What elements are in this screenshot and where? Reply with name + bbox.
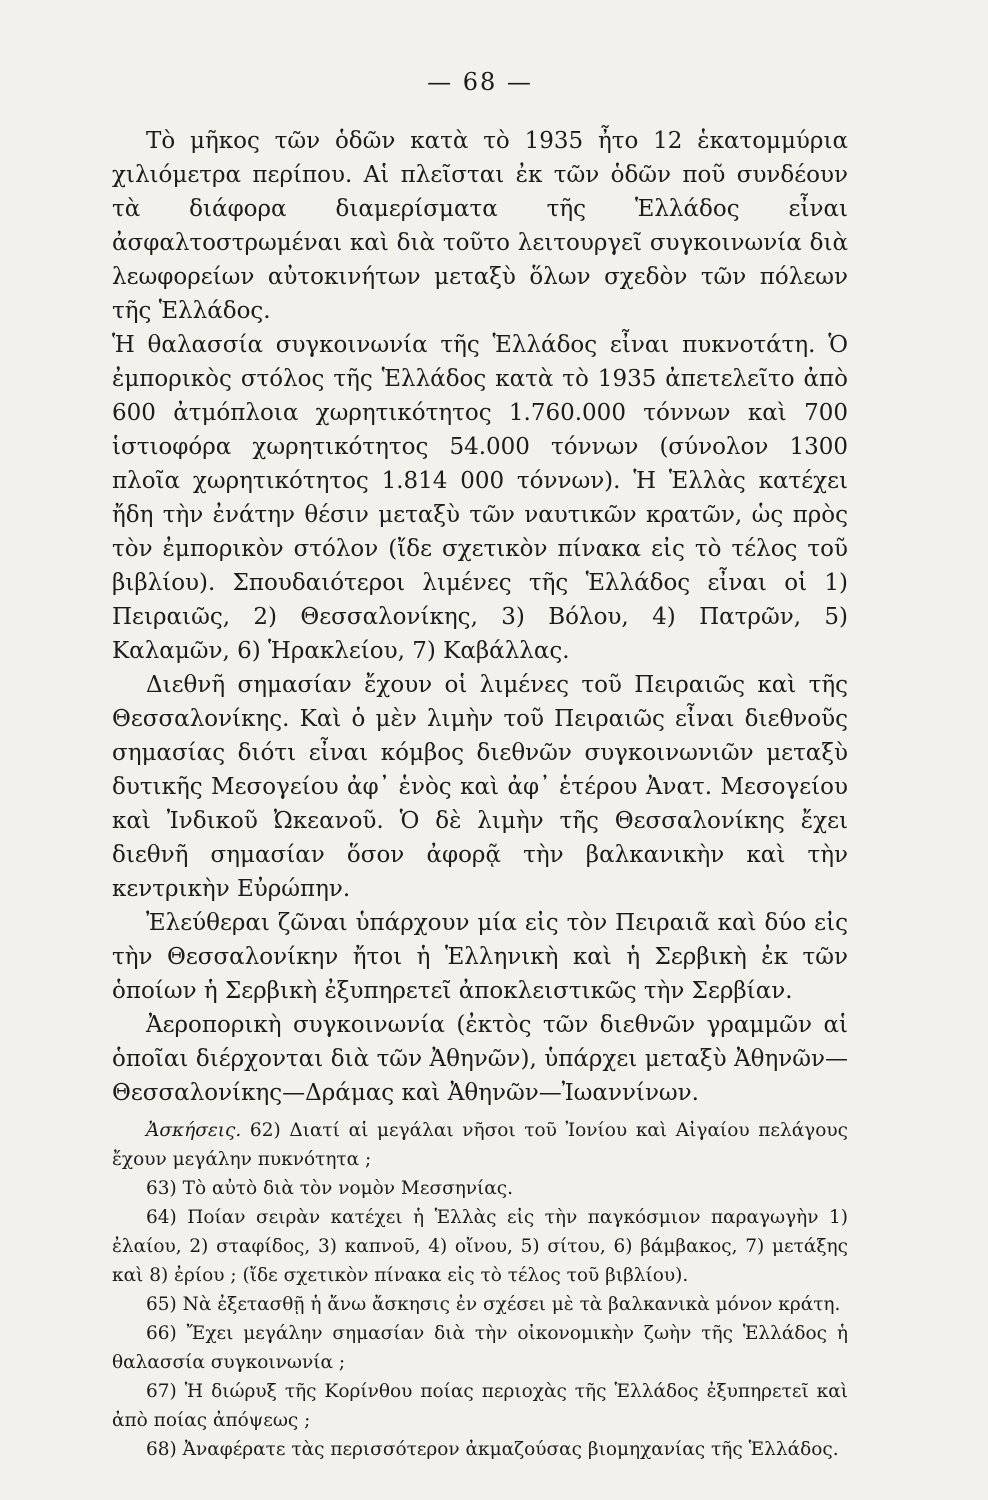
paragraph-international-ports: Διεθνῆ σημασίαν ἔχουν οἱ λιμένες τοῦ Πειραιῶς καὶ τῆς Θεσσαλονίκης. Καὶ ὁ μὲν λιμὴν τοῦ Πειραιῶς εἶναι διεθνοῦς σημασίας διότι εἶναι κόμβος διεθνῶν συγκοινωνιῶν μεταξὺ δυτικῆς Μεσογείου ἀφ᾿ ἑνὸς καὶ ἀφ᾿ ἑτέρου Ἀνατ. Μεσογείου καὶ Ἰνδικοῦ Ὠκεανοῦ. Ὁ δὲ λιμὴν τῆς Θεσσαλονίκης ἔχει διεθνῆ σημασίαν ὅσον ἀφορᾷ τὴν βαλκανικὴν καὶ τὴν κεντρικὴν Εὐρώπην. [112,672,848,902]
exercise-text: 62) Διατί αἱ μεγάλαι νῆσοι τοῦ Ἰονίου καὶ Αἰγαίου πελάγους ἔχουν μεγάλην πυκνότητα ; [112,1120,848,1170]
paragraph-air-transport: Ἀεροπορικὴ συγκοινωνία (ἐκτὸς τῶν διεθνῶν γραμμῶν αἱ ὁποῖαι διέρχονται διὰ τῶν Ἀθηνῶν), ὑπάρχει μεταξὺ Ἀθηνῶν—Θεσσαλονίκης—Δράμας καὶ Ἀθηνῶν—Ἰωαννίνων. [112,1012,848,1106]
exercises-label: Ἀσκήσεις. [146,1120,242,1141]
exercise-item: 67) Ἡ διώρυξ τῆς Κορίνθου ποίας περιοχὰς τῆς Ἑλλάδος ἐξυπηρετεῖ καὶ ἀπὸ ποίας ἀπόψεως ; [112,1381,848,1431]
paragraph-free-zones: Ἐλεύθεραι ζῶναι ὑπάρχουν μία εἰς τὸν Πειραιᾶ καὶ δύο εἰς τὴν Θεσσαλονίκην ἤτοι ἡ Ἑλληνικὴ καὶ ἡ Σερβικὴ ἐκ τῶν ὁποίων ἡ Σερβικὴ ἐξυπηρετεῖ ἀποκλειστικῶς τὴν Σερβίαν. [112,910,848,1004]
paragraph-road-length: Τὸ μῆκος τῶν ὁδῶν κατὰ τὸ 1935 ἦτο 12 ἑκατομμύρια χιλιόμετρα περίπου. Αἱ πλεῖσται ἐκ τῶν ὁδῶν ποῦ συνδέουν τὰ διάφορα διαμερίσματα τῆς Ἑλλάδος εἶναι ἀσφαλτοστρωμέναι καὶ διὰ τοῦτο λειτουργεῖ συγκοινωνία διὰ λεωφορείων αὐτοκινήτων μεταξὺ ὅλων σχεδὸν τῶν πόλεων τῆς Ἑλλάδος. [112,128,848,324]
exercise-item: 63) Τὸ αὐτὸ διὰ τὸν νομὸν Μεσσηνίας. [146,1178,514,1199]
page-number: — 68 — [427,68,533,96]
exercises-section [112,1116,848,1464]
paragraph-sea-transport: Ἡ θαλασσία συγκοινωνία τῆς Ἑλλάδος εἶναι πυκνοτάτη. Ὁ ἐμπορικὸς στόλος τῆς Ἑλλάδος κατὰ τὸ 1935 ἀπετελεῖτο ἀπὸ 600 ἀτμόπλοια χωρητικότητος 1.760.000 τόννων καὶ 700 ἱστιοφόρα χωρητικότητος 54.000 τόννων (σύνολον 1300 πλοῖα χωρητικότητος 1.814 000 τόννων). Ἡ Ἑλλὰς κατέχει ἤδη τὴν ἐνάτην θέσιν μεταξὺ τῶν ναυτικῶν κρατῶν, ὡς πρὸς τὸν ἐμπορικὸν στόλον (ἴδε σχετικὸν πίνακα εἰς τὸ τέλος τοῦ βιβλίου). Σπουδαιότεροι λιμένες τῆς Ἑλλάδος εἶναι οἱ 1) Πειραιῶς, 2) Θεσσαλονίκης, 3) Βόλου, 4) Πατρῶν, 5) Καλαμῶν, 6) Ἡρακλείου, 7) Καβάλλας. [112,332,848,664]
exercise-item: 68) Ἀναφέρατε τὰς περισσότερον ἀκμαζούσας βιομηχανίας τῆς Ἑλλάδος. [146,1439,839,1460]
exercise-item: 66) Ἔχει μεγάλην σημασίαν διὰ τὴν οἰκονομικὴν ζωὴν τῆς Ἑλλάδος ἡ θαλασσία συγκοινωνία ; [112,1323,848,1373]
body-text [112,124,848,1110]
exercise-item: 65) Νὰ ἐξετασθῇ ἡ ἄνω ἄσκησις ἐν σχέσει μὲ τὰ βαλκανικὰ μόνον κράτη. [146,1294,841,1315]
exercise-item [112,1116,848,1174]
exercise-item: 64) Ποίαν σειρὰν κατέχει ἡ Ἑλλὰς εἰς τὴν παγκόσμιον παραγωγὴν 1) ἐλαίου, 2) σταφίδος, 3) καπνοῦ, 4) οἴνου, 5) σίτου, 6) βάμβακος, 7) μετάξης καὶ 8) ἐρίου ; (ἴδε σχετικὸν πίνακα εἰς τὸ τέλος τοῦ βιβλίου). [112,1207,848,1286]
